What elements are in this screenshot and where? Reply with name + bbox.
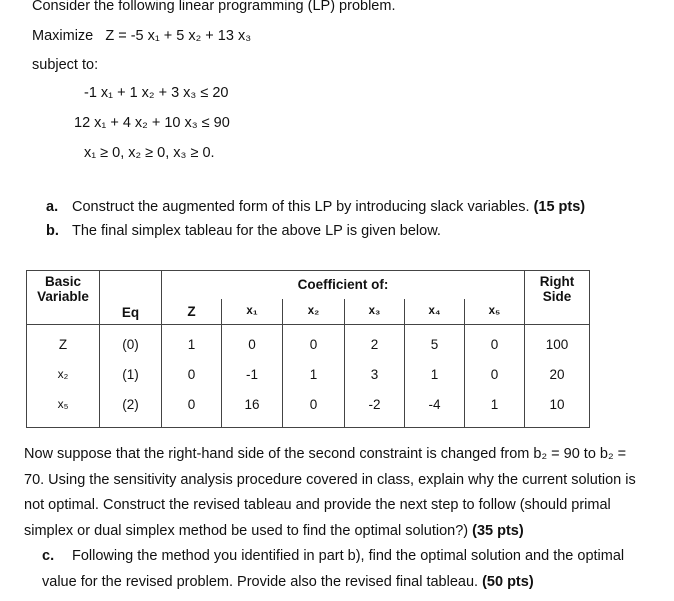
coefficient-cell: 2 [345, 325, 405, 360]
objective-label: Maximize [32, 28, 94, 44]
basic-variable-cell: x₂ [27, 359, 100, 389]
coefficient-cell: 1 [405, 359, 465, 389]
basic-variable-cell: x₅ [27, 389, 100, 428]
coefficient-cell: -2 [345, 389, 405, 428]
basic-variable-header: Basic Variable [27, 271, 100, 325]
coefficient-cell: -1 [222, 359, 283, 389]
eq-header: Eq [100, 271, 162, 325]
column-header: x₅ [465, 299, 525, 325]
coefficient-header: Coefficient of: [162, 271, 525, 299]
nonnegativity-constraint: x₁ ≥ 0, x₂ ≥ 0, x₃ ≥ 0. [84, 145, 215, 161]
part-c-text: Following the method you identified in part b), find the optimal solution and the optimal value for the revised problem. Provide also the revised final tableau. [42, 548, 625, 590]
constraint-1: -1 x₁ + 1 x₂ + 3 x₃ ≤ 20 [84, 85, 229, 101]
table-row [27, 389, 590, 428]
followup-text: Now suppose that the right-hand side of the second constraint is changed from b₂ = 90 to b₂ = 70. Using the sensitivity analysis procedure covered in class, explain why the current solution is not optimal. Construct the revised tableau and provide the next step to follow (should primal simplex or dual simplex method be used to find the optimal solution?) [24, 446, 636, 539]
objective-expression: Z = -5 x₁ + 5 x₂ + 13 x₃ [105, 28, 252, 44]
coefficient-cell: 0 [465, 325, 525, 360]
coefficient-cell: 16 [222, 389, 283, 428]
column-header: Z [162, 299, 222, 325]
right-side-header: Right Side [525, 271, 590, 325]
eq-cell: (0) [100, 325, 162, 360]
eq-cell: (1) [100, 359, 162, 389]
rhs-cell: 100 [525, 325, 590, 360]
part-a [46, 199, 585, 215]
coefficient-cell: 0 [465, 359, 525, 389]
coefficient-cell: 0 [162, 389, 222, 428]
followup-points: (35 pts) [472, 522, 524, 539]
coefficient-cell: 0 [283, 389, 345, 428]
part-a-points: (15 pts) [533, 199, 586, 215]
column-header: x₁ [222, 299, 283, 325]
rhs-cell: 10 [525, 389, 590, 428]
coefficient-cell: -4 [405, 389, 465, 428]
coefficient-cell: 0 [222, 325, 283, 360]
followup-paragraph [24, 442, 636, 544]
objective-line [32, 28, 251, 44]
part-c [42, 544, 642, 595]
table-row [27, 325, 590, 360]
part-a-text: Construct the augmented form of this LP by introducing slack variables. [72, 199, 530, 215]
intro-text: Consider the following linear programming (LP) problem. [32, 0, 396, 14]
table-row [27, 359, 590, 389]
coefficient-cell: 3 [345, 359, 405, 389]
part-b [46, 223, 441, 239]
part-b-letter: b. [46, 223, 59, 239]
subject-to-label: subject to: [32, 57, 99, 73]
part-c-points: (50 pts) [482, 573, 534, 590]
coefficient-cell: 1 [283, 359, 345, 389]
constraint-2: 12 x₁ + 4 x₂ + 10 x₃ ≤ 90 [74, 115, 230, 131]
coefficient-cell: 0 [283, 325, 345, 360]
column-header: x₃ [345, 299, 405, 325]
rhs-cell: 20 [525, 359, 590, 389]
part-a-letter: a. [46, 199, 59, 215]
column-header: x₄ [405, 299, 465, 325]
coefficient-cell: 0 [162, 359, 222, 389]
coefficient-cell: 5 [405, 325, 465, 360]
column-header: x₂ [283, 299, 345, 325]
basic-variable-cell: Z [27, 325, 100, 360]
coefficient-cell: 1 [162, 325, 222, 360]
part-c-letter: c. [42, 548, 55, 564]
eq-cell: (2) [100, 389, 162, 428]
part-b-text: The final simplex tableau for the above LP is given below. [72, 223, 441, 239]
simplex-tableau [26, 270, 590, 428]
coefficient-cell: 1 [465, 389, 525, 428]
